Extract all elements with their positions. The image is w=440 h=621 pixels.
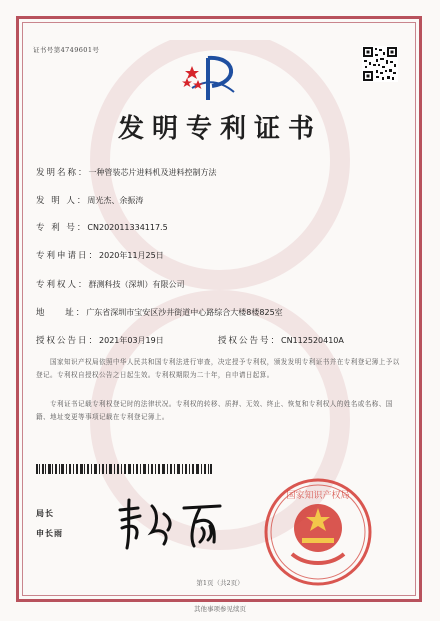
address-value: 广东省深圳市宝安区沙井街道中心路综合大楼8楼825室 [86,308,283,317]
filing-date-label: 专利申请日： [36,251,100,261]
paragraph-legal-status: 专利证书记载专利权登记时的法律状况。专利权的转移、质押、无效、终止、恢复和专利权人的姓名或名称、国籍、地址变更等事项记载在专利登记簿上。 [36,400,393,421]
filing-date-value: 2020年11月25日 [99,251,164,260]
inventors-row [36,194,143,206]
grant-number-row [218,334,344,346]
grant-date-value: 2021年03月19日 [99,336,164,345]
invention-name-row [36,166,217,178]
director-name-label: 申长雨 [36,528,63,538]
address-row [36,306,283,318]
grant-date-label: 授权公告日： [36,336,100,346]
official-seal [262,476,374,588]
patent-number-label: 专 利 号： [36,223,88,233]
patentee-row [36,278,185,290]
address-label: 地 址： [36,308,87,318]
certificate-number: 证书号第4749601号 [33,46,100,54]
director-title-label: 局长 [36,508,54,518]
continuation-note: 其他事项参见续页 [194,605,246,613]
patent-number-value: CN202011334117.5 [87,223,168,232]
patentee-label: 专利权人： [36,280,89,290]
patentee-value: 群测科技（深圳）有限公司 [88,280,185,289]
director-signature [112,494,232,552]
certificate-title: 发明专利证书 [117,114,322,144]
inventors-value: 周光杰、余振涛 [87,196,144,205]
page-number: 第1页（共2页） [196,579,244,587]
barcode-icon [36,464,212,474]
patent-number-row [36,221,168,233]
filing-date-row [36,249,164,261]
cnipa-logo [178,48,248,108]
invention-name-label: 发明名称： [36,168,89,178]
paragraph-grant-decision: 国家知识产权局依照中华人民共和国专利法进行审查，决定授予专利权，颁发发明专利证书并在专利登记簿上予以登记。专利权自授权公告之日起生效。专利权期限为二十年，自申请日起算。 [36,358,400,379]
grant-date-row [36,334,164,346]
invention-name-value: 一种管装芯片进料机及进料控制方法 [88,168,217,177]
svg-text:国家知识产权局: 国家知识产权局 [286,491,350,501]
inventors-label: 发 明 人： [36,196,88,206]
qr-code-icon [362,46,398,82]
grant-number-value: CN112520410A [281,336,344,345]
grant-number-label: 授权公告号： [218,336,282,346]
